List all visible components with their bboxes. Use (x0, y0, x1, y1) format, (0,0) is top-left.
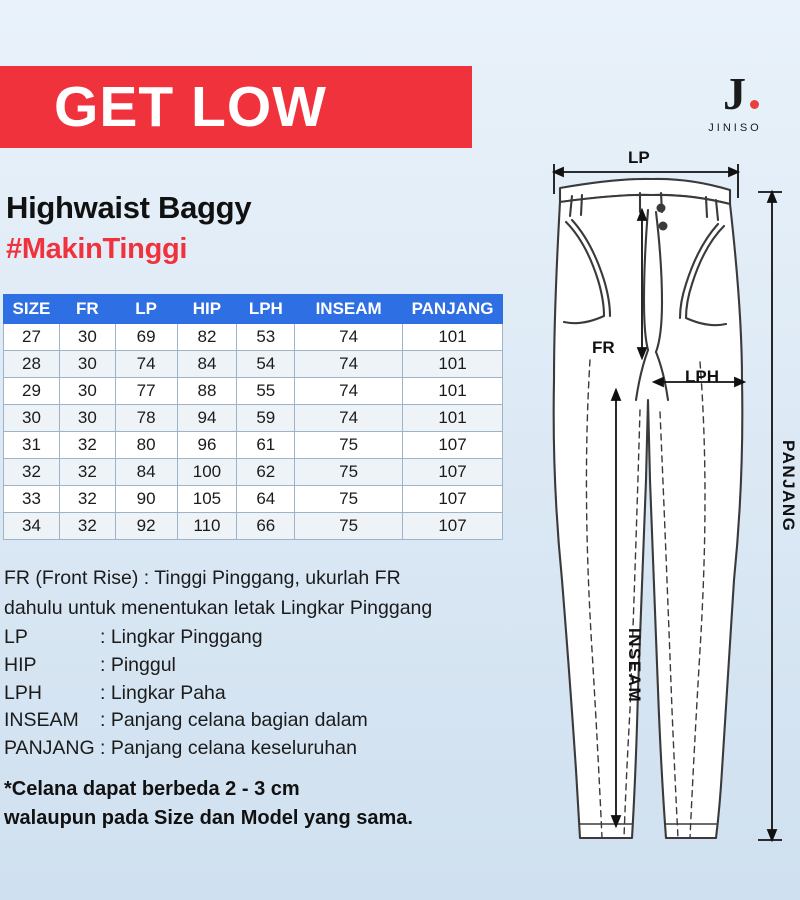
table-row (4, 351, 503, 378)
table-cell: 69 (115, 324, 177, 351)
table-cell: 75 (295, 432, 403, 459)
table-row (4, 378, 503, 405)
table-cell: 74 (295, 405, 403, 432)
table-cell: 55 (237, 378, 295, 405)
label-fr: FR (592, 338, 615, 357)
table-cell: 107 (403, 432, 503, 459)
table-cell: 27 (4, 324, 60, 351)
table-cell: 84 (177, 351, 237, 378)
disclaimer-line-2: walaupun pada Size dan Model yang sama. (4, 807, 413, 829)
table-header-cell: PANJANG (403, 295, 503, 324)
table-cell: 74 (295, 378, 403, 405)
table-header-cell: INSEAM (295, 295, 403, 324)
headline-banner (0, 66, 472, 148)
table-cell: 54 (237, 351, 295, 378)
legend-intro-line-1: FR (Front Rise) : Tinggi Pinggang, ukurlah FR (4, 567, 401, 589)
brand-name: JINISO (708, 121, 762, 134)
brand-mark (723, 68, 747, 119)
headline-banner-text: GET LOW (54, 74, 327, 139)
table-header-cell: HIP (177, 295, 237, 324)
disclaimer-note (4, 775, 524, 833)
table-cell: 78 (115, 405, 177, 432)
table-cell: 90 (115, 486, 177, 513)
legend-item-value: : Lingkar Pinggang (100, 626, 263, 649)
table-row (4, 513, 503, 540)
table-cell: 74 (295, 324, 403, 351)
table-cell: 74 (295, 351, 403, 378)
table-cell: 75 (295, 459, 403, 486)
brand-logo (700, 68, 770, 134)
table-cell: 32 (4, 459, 60, 486)
table-cell: 66 (237, 513, 295, 540)
table-cell: 101 (403, 351, 503, 378)
table-cell: 30 (59, 324, 115, 351)
size-chart-table-wrapper (3, 294, 503, 540)
measurement-legend (4, 565, 524, 763)
legend-item-key: HIP (4, 654, 37, 677)
legend-intro-line-2: dahulu untuk menentukan letak Lingkar Pinggang (4, 596, 433, 619)
label-panjang: PANJANG (779, 440, 798, 533)
table-cell: 33 (4, 486, 60, 513)
table-cell: 84 (115, 459, 177, 486)
table-cell: 101 (403, 324, 503, 351)
table-cell: 107 (403, 459, 503, 486)
jeans-illustration (520, 150, 800, 880)
table-cell: 96 (177, 432, 237, 459)
table-cell: 34 (4, 513, 60, 540)
legend-item-key: INSEAM (4, 709, 79, 732)
table-cell: 62 (237, 459, 295, 486)
brand-mark-letter: J (723, 68, 747, 119)
table-row (4, 486, 503, 513)
table-cell: 101 (403, 405, 503, 432)
table-cell: 30 (59, 378, 115, 405)
table-header-cell: SIZE (4, 295, 60, 324)
table-header-cell: LPH (237, 295, 295, 324)
table-cell: 107 (403, 486, 503, 513)
table-cell: 75 (295, 486, 403, 513)
table-cell: 80 (115, 432, 177, 459)
brand-dot-icon (750, 100, 759, 109)
table-cell: 82 (177, 324, 237, 351)
table-cell: 61 (237, 432, 295, 459)
campaign-hashtag: #MakinTinggi (6, 233, 188, 265)
table-header-row (4, 295, 503, 324)
label-lph: LPH (685, 367, 719, 386)
table-cell: 75 (295, 513, 403, 540)
table-cell: 31 (4, 432, 60, 459)
legend-item-key: LPH (4, 681, 42, 704)
disclaimer-line-1: *Celana dapat berbeda 2 - 3 cm (4, 778, 300, 800)
jeans-measurement-diagram (520, 150, 800, 880)
table-cell: 30 (4, 405, 60, 432)
table-cell: 100 (177, 459, 237, 486)
table-cell: 28 (4, 351, 60, 378)
table-cell: 29 (4, 378, 60, 405)
legend-item (4, 680, 524, 708)
table-cell: 32 (59, 486, 115, 513)
table-cell: 32 (59, 459, 115, 486)
label-inseam: INSEAM (625, 628, 644, 704)
legend-item-value: : Pinggul (100, 654, 176, 677)
table-cell: 88 (177, 378, 237, 405)
table-cell: 110 (177, 513, 237, 540)
table-cell: 92 (115, 513, 177, 540)
size-chart-table (3, 294, 503, 540)
table-row (4, 432, 503, 459)
table-cell: 30 (59, 405, 115, 432)
legend-item (4, 735, 524, 763)
table-row (4, 405, 503, 432)
table-cell: 59 (237, 405, 295, 432)
table-row (4, 459, 503, 486)
legend-item (4, 624, 524, 652)
table-cell: 64 (237, 486, 295, 513)
legend-item-value: : Lingkar Paha (100, 681, 226, 704)
table-cell: 32 (59, 513, 115, 540)
legend-item-value: : Panjang celana keseluruhan (100, 737, 357, 760)
table-cell: 101 (403, 378, 503, 405)
table-header-cell: FR (59, 295, 115, 324)
legend-item-value: : Panjang celana bagian dalam (100, 709, 368, 732)
table-cell: 30 (59, 351, 115, 378)
product-subtitle: Highwaist Baggy (6, 190, 252, 225)
legend-item-key: LP (4, 626, 28, 649)
table-cell: 105 (177, 486, 237, 513)
legend-item (4, 652, 524, 680)
table-row (4, 324, 503, 351)
table-cell: 53 (237, 324, 295, 351)
table-cell: 107 (403, 513, 503, 540)
table-cell: 94 (177, 405, 237, 432)
legend-item-key: PANJANG (4, 737, 95, 760)
legend-item (4, 707, 524, 735)
table-header-cell: LP (115, 295, 177, 324)
table-cell: 32 (59, 432, 115, 459)
label-lp: LP (628, 148, 650, 167)
table-cell: 74 (115, 351, 177, 378)
table-cell: 77 (115, 378, 177, 405)
